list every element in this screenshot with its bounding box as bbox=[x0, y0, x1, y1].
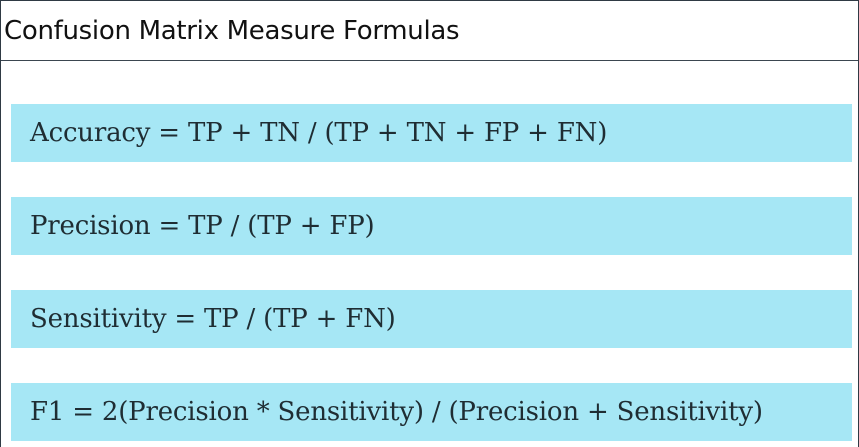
accuracy-formula: Accuracy = TP + TN / (TP + TN + FP + FN) bbox=[30, 118, 608, 148]
page-header bbox=[1, 1, 858, 61]
formula-row-f1 bbox=[11, 383, 852, 441]
formula-list bbox=[11, 104, 852, 441]
page-title: Confusion Matrix Measure Formulas bbox=[4, 16, 460, 46]
sensitivity-formula: Sensitivity = TP / (TP + FN) bbox=[30, 304, 396, 334]
formula-row-accuracy bbox=[11, 104, 852, 162]
formula-row-sensitivity bbox=[11, 290, 852, 348]
precision-formula: Precision = TP / (TP + FP) bbox=[30, 211, 375, 241]
formula-row-precision bbox=[11, 197, 852, 255]
f1-formula: F1 = 2(Precision * Sensitivity) / (Precision + Sensitivity) bbox=[30, 397, 763, 427]
